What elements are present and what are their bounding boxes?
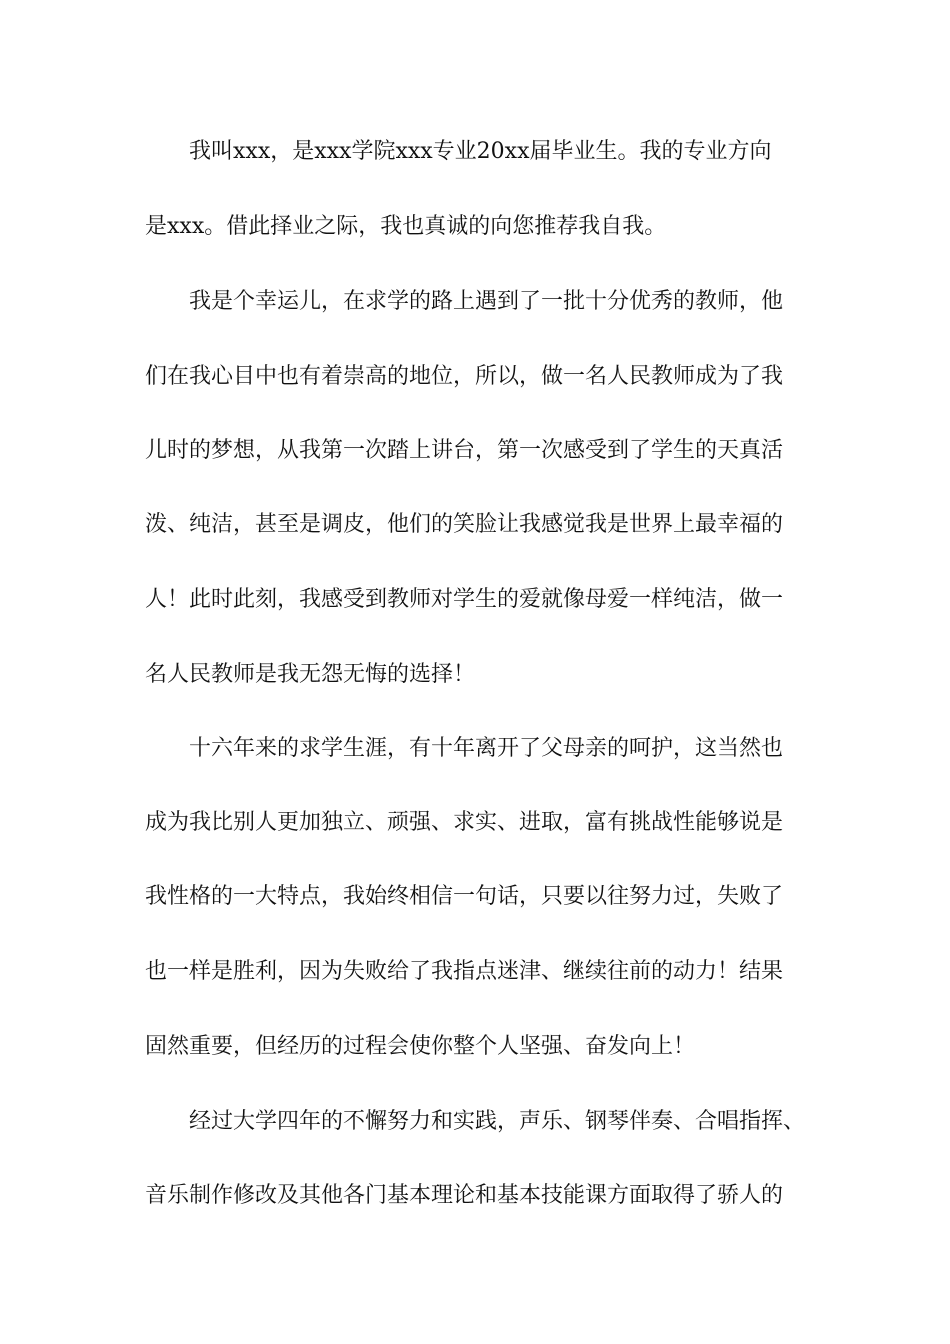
paragraph-3-line-2: 成为我比别人更加独立、顽强、求实、进取，富有挑战性能够说是 [145,810,784,835]
paragraph-2-line-4: 泼、纯洁，甚至是调皮，他们的笑脸让我感觉我是世界上最幸福的 [145,512,784,537]
paragraph-3-line-1: 十六年来的求学生涯，有十年离开了父母亲的呵护，这当然也 [189,736,784,761]
paragraph-3-line-3: 我性格的一大特点，我始终相信一句话，只要以往努力过，失败了 [145,884,784,909]
paragraph-2-line-1: 我是个幸运儿，在求学的路上遇到了一批十分优秀的教师，他 [189,289,784,314]
paragraph-3-line-4: 也一样是胜利，因为失败给了我指点迷津、继续往前的动力！结果 [145,959,784,984]
paragraph-4-line-2: 音乐制作修改及其他各门基本理论和基本技能课方面取得了骄人的 [145,1183,784,1208]
paragraph-3-line-5: 固然重要，但经历的过程会使你整个人坚强、奋发向上！ [145,1034,696,1059]
paragraph-1-line-2: 是xxx。借此择业之际，我也真诚的向您推荐我自我。 [145,214,667,239]
paragraph-1-line-1: 我叫xxx，是xxx学院xxx专业20xx届毕业生。我的专业方向 [189,139,772,164]
paragraph-2-line-2: 们在我心目中也有着崇高的地位，所以，做一名人民教师成为了我 [145,364,784,389]
paragraph-2-line-5: 人！此时此刻，我感受到教师对学生的爱就像母爱一样纯洁，做一 [145,587,784,612]
paragraph-4-line-1: 经过大学四年的不懈努力和实践，声乐、钢琴伴奏、合唱指挥、 [189,1109,806,1134]
paragraph-2-line-6: 名人民教师是我无怨无悔的选择！ [145,662,476,687]
paragraph-2-line-3: 儿时的梦想，从我第一次踏上讲台，第一次感受到了学生的天真活 [145,438,784,463]
